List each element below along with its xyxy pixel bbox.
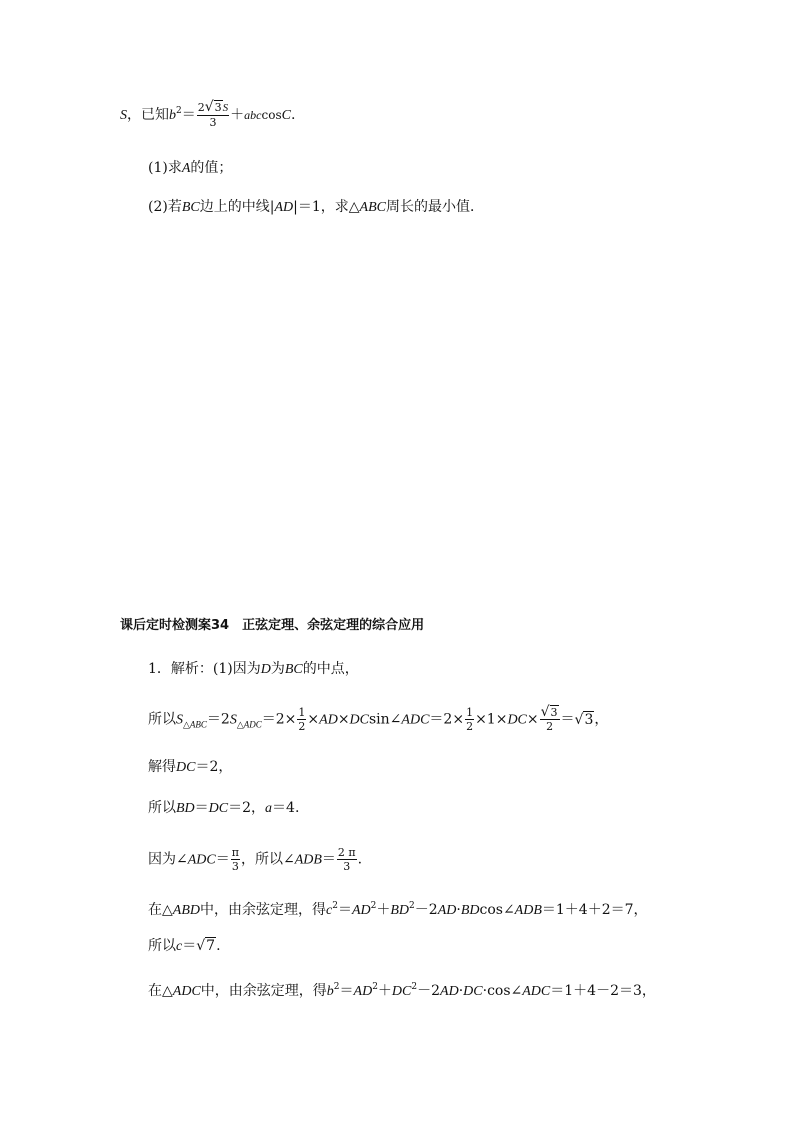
var-adc: ADC bbox=[522, 984, 551, 999]
solution-line-2 bbox=[148, 706, 608, 735]
exp: 2 bbox=[176, 106, 182, 116]
var-ad: AD bbox=[351, 903, 371, 918]
text: ＝2× bbox=[261, 711, 297, 728]
text: . bbox=[216, 938, 221, 954]
text: 周长的最小值． bbox=[385, 199, 484, 215]
frac-num: π bbox=[231, 846, 239, 859]
var-dc: DC bbox=[391, 984, 412, 999]
var-bd: BD bbox=[460, 903, 480, 918]
text: cos∠ bbox=[479, 902, 515, 918]
fraction-2pi bbox=[337, 846, 357, 873]
frac-den: 3 bbox=[231, 860, 239, 873]
text: × bbox=[307, 711, 320, 728]
exp: 2 bbox=[370, 901, 377, 911]
sqrt bbox=[575, 710, 595, 730]
exp: 2 bbox=[411, 982, 418, 992]
text: |＝1，求△ bbox=[293, 199, 360, 215]
var-dc: DC bbox=[349, 712, 369, 728]
text: 的值； bbox=[190, 160, 233, 176]
solution-line-8 bbox=[148, 977, 656, 1002]
var-bc: BC bbox=[284, 662, 303, 677]
os: os bbox=[268, 108, 282, 122]
text: ＝2 bbox=[206, 711, 230, 728]
coef: 2 bbox=[197, 101, 205, 114]
var-adc: ADC bbox=[401, 712, 430, 728]
text: · bbox=[482, 983, 488, 999]
text: ， bbox=[594, 711, 609, 728]
var-s2: S bbox=[222, 102, 229, 114]
var-a: a bbox=[265, 801, 273, 816]
var-dc: DC bbox=[176, 760, 196, 775]
plus: ＋ bbox=[230, 107, 245, 123]
text: × bbox=[526, 711, 539, 728]
solution-line-5 bbox=[148, 846, 362, 873]
var-s: S bbox=[120, 108, 127, 123]
var-adc: ADC bbox=[172, 984, 201, 999]
radicand: 7 bbox=[206, 938, 216, 954]
exp: 2 bbox=[332, 901, 338, 911]
var-s: S bbox=[229, 712, 237, 728]
var-ad: AD bbox=[440, 984, 459, 999]
text: ＝ bbox=[182, 938, 197, 954]
solution-line-6 bbox=[148, 896, 648, 921]
text: ＋ bbox=[377, 983, 392, 999]
text: ＋ bbox=[376, 902, 391, 918]
radical-icon: √ bbox=[196, 938, 206, 954]
text: ＝ bbox=[339, 983, 354, 999]
fraction-half bbox=[297, 706, 306, 733]
exp: 2 bbox=[409, 901, 415, 911]
text: 在△ bbox=[148, 902, 173, 918]
frac-den: 2 bbox=[466, 720, 474, 733]
var-dc: DC bbox=[507, 712, 527, 728]
var-bc: BC bbox=[181, 200, 200, 215]
var-adb: ADB bbox=[294, 852, 322, 868]
var-c: C bbox=[281, 108, 291, 123]
text: ＝ bbox=[215, 851, 230, 868]
sqrt bbox=[205, 101, 223, 114]
text: 为 bbox=[270, 661, 285, 677]
fraction-pi bbox=[231, 846, 240, 873]
var-ad: AD bbox=[437, 903, 457, 918]
subscript: △ADC bbox=[236, 719, 262, 730]
text: . bbox=[357, 851, 363, 868]
fraction bbox=[197, 101, 229, 129]
text: ＝ bbox=[560, 711, 575, 728]
frac-num: 2 π bbox=[337, 846, 356, 859]
text: －2 bbox=[417, 983, 441, 999]
text: 的中点， bbox=[302, 661, 359, 677]
text: ＝4. bbox=[272, 800, 300, 816]
var-d: D bbox=[260, 662, 271, 677]
var-c: c bbox=[176, 939, 183, 954]
text: 解得 bbox=[148, 759, 176, 775]
eq: ＝ bbox=[181, 107, 196, 123]
radicand: 3 bbox=[214, 101, 222, 114]
label: (2)若 bbox=[148, 199, 182, 215]
radical-icon: √ bbox=[204, 99, 214, 115]
text: cos∠ bbox=[487, 983, 523, 999]
var-c: c bbox=[326, 903, 333, 918]
text: 在△ bbox=[148, 983, 173, 999]
solution-title: 课后定时检测案34 正弦定理、余弦定理的综合应用 bbox=[120, 618, 425, 633]
sqrt bbox=[541, 706, 559, 719]
solution-line-1 bbox=[148, 659, 359, 680]
radical-icon: √ bbox=[540, 704, 550, 720]
subscript: △ABC bbox=[183, 719, 207, 730]
var-bd: BD bbox=[390, 903, 410, 918]
label: (1)求 bbox=[148, 160, 182, 176]
exp: 2 bbox=[372, 982, 378, 992]
text: ，所以∠ bbox=[240, 851, 295, 868]
text: 所以 bbox=[148, 711, 176, 728]
text: 所以 bbox=[148, 938, 176, 954]
abc: abc bbox=[244, 108, 262, 122]
frac-num bbox=[197, 101, 229, 116]
radical-icon: √ bbox=[574, 711, 584, 728]
sqrt bbox=[196, 936, 216, 956]
text: ＝ bbox=[337, 902, 352, 918]
dot: . bbox=[290, 107, 296, 123]
text: · bbox=[456, 902, 461, 918]
text: 因为∠ bbox=[148, 851, 188, 868]
var-abc: ABC bbox=[359, 200, 386, 215]
var-b: b bbox=[326, 984, 334, 999]
text: 所以 bbox=[148, 800, 176, 816]
problem-line-1 bbox=[120, 101, 295, 129]
text: 中，由余弦定理，得 bbox=[200, 902, 326, 918]
var-b: b bbox=[169, 108, 176, 123]
var-adb: ADB bbox=[514, 903, 542, 918]
text: × bbox=[337, 711, 350, 728]
solution-line-3 bbox=[148, 757, 232, 778]
text: sin∠ bbox=[369, 711, 402, 728]
text: · bbox=[458, 983, 464, 999]
radicand: 3 bbox=[584, 711, 594, 728]
var-ad: AD bbox=[353, 984, 373, 999]
frac-den: 2 bbox=[546, 720, 554, 733]
frac-num: 1 bbox=[298, 706, 306, 719]
text: ，已知 bbox=[127, 107, 169, 123]
problem-part-2 bbox=[148, 197, 484, 218]
var-ad: AD bbox=[274, 200, 294, 215]
text: 边上的中线| bbox=[199, 199, 275, 215]
cos: c bbox=[261, 108, 269, 122]
frac-num: 1 bbox=[466, 706, 474, 719]
text: ＝1＋4＋2＝7， bbox=[541, 902, 648, 918]
frac-den: 2 bbox=[298, 720, 306, 733]
solution-line-4 bbox=[148, 798, 299, 819]
text: ＝ bbox=[321, 851, 336, 868]
exp: 2 bbox=[333, 982, 340, 992]
frac-den: 3 bbox=[209, 116, 217, 129]
text: ＝ bbox=[194, 800, 209, 816]
frac-den: 3 bbox=[343, 860, 351, 873]
var-adc: ADC bbox=[187, 852, 216, 868]
text: －2 bbox=[414, 902, 438, 918]
text: ＝2， bbox=[195, 759, 233, 775]
text: 1．解析：(1)因为 bbox=[148, 661, 261, 677]
problem-part-1 bbox=[148, 158, 232, 179]
solution-line-7 bbox=[148, 936, 221, 957]
text: 中，由余弦定理，得 bbox=[200, 983, 327, 999]
var-dc: DC bbox=[463, 984, 483, 999]
frac-num bbox=[540, 706, 560, 720]
var-dc: DC bbox=[208, 801, 229, 816]
fraction-root bbox=[540, 706, 560, 733]
text: ＝2， bbox=[228, 800, 266, 816]
var-abd: ABD bbox=[172, 903, 200, 918]
text: ＝2× bbox=[429, 711, 465, 728]
var-a: A bbox=[181, 161, 191, 176]
var-bd: BD bbox=[176, 801, 195, 816]
text: ＝1＋4－2＝3， bbox=[550, 983, 656, 999]
radicand: 3 bbox=[550, 706, 558, 719]
fraction-half bbox=[465, 706, 474, 733]
var-s: S bbox=[176, 712, 183, 728]
text: ×1× bbox=[475, 711, 508, 728]
var-ad: AD bbox=[319, 712, 338, 728]
